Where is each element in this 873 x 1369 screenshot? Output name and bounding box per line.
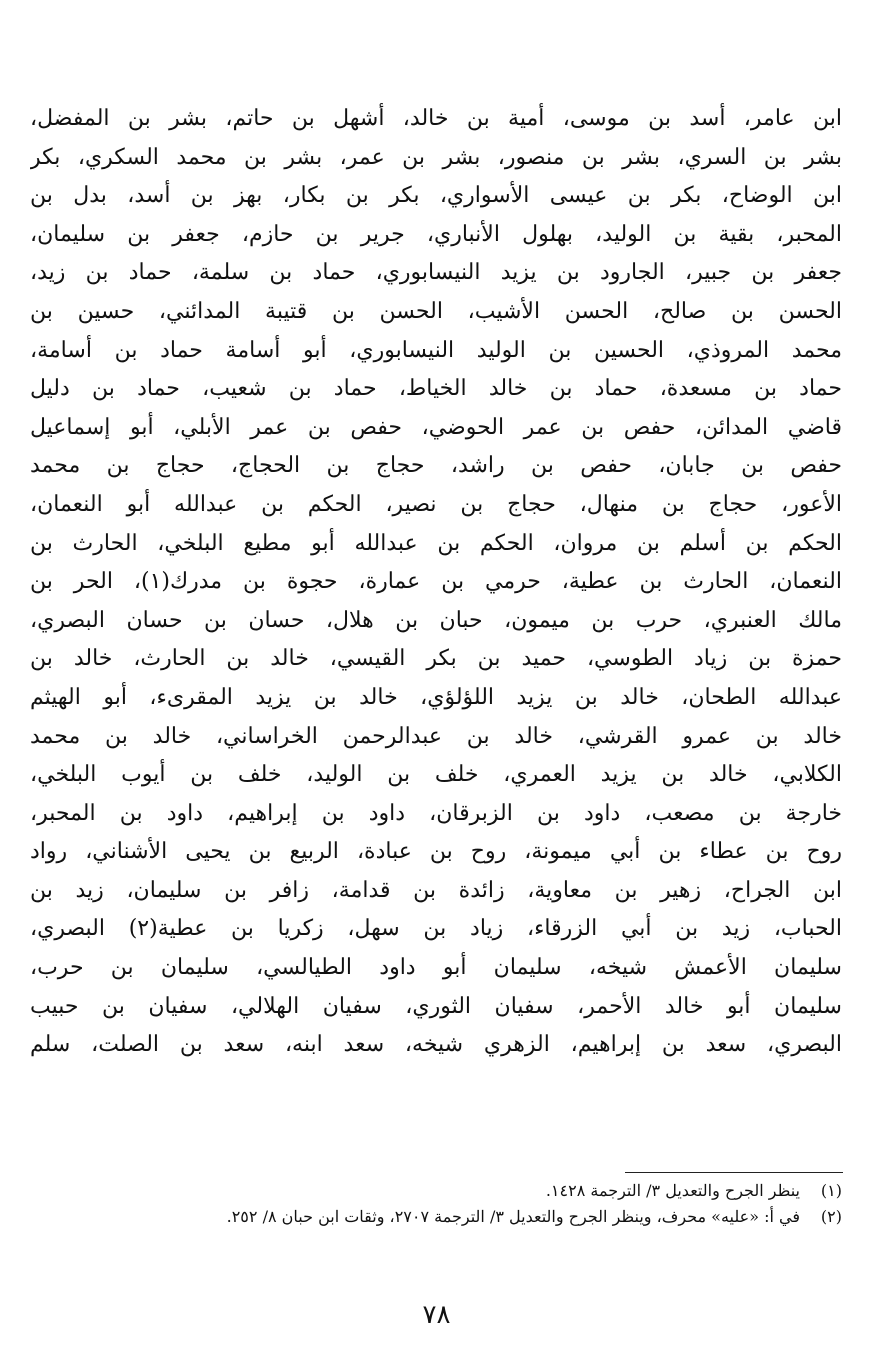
text-line: سليمان الأعمش شيخه، سليمان أبو داود الطيالسي، سليمان بن حرب، [30, 955, 842, 981]
text-line: المحبر، بقية بن الوليد، بهلول الأنباري، جرير بن حازم، جعفر بن سليمان، [30, 221, 842, 247]
body-text [30, 100, 842, 1065]
footnotes [30, 1178, 842, 1230]
footnote-2 [30, 1204, 842, 1230]
text-line: حمزة بن زياد الطوسي، حميد بن بكر القيسي، خالد بن الحارث، خالد بن [30, 646, 842, 672]
text-line: الكلابي، خالد بن يزيد العمري، خلف بن الوليد، خلف بن أيوب البلخي، [30, 762, 842, 788]
text-line: البصري، سعد بن إبراهيم، الزهري شيخه، سعد ابنه، سعد بن الصلت، سلم [30, 1032, 842, 1058]
text-line: الحسن بن صالح، الحسن الأشيب، الحسن بن قتيبة المدائني، حسين بن [30, 298, 842, 324]
text-line: محمد المروذي، الحسين بن الوليد النيسابوري، أبو أسامة حماد بن أسامة، [30, 337, 842, 363]
footnote-text: ينظر الجرح والتعديل ٣/ الترجمة ١٤٢٨. [545, 1181, 800, 1200]
text-line: سليمان أبو خالد الأحمر، سفيان الثوري، سفيان الهلالي، سفيان بن حبيب [30, 993, 842, 1019]
text-line: خالد بن عمرو القرشي، خالد بن عبدالرحمن الخراساني، خالد بن محمد [30, 723, 842, 749]
text-line: حفص بن جابان، حفص بن راشد، حجاج بن الحجاج، حجاج بن محمد [30, 453, 842, 479]
text-line: روح بن عطاء بن أبي ميمونة، روح بن عبادة، الربيع بن يحيى الأشناني، رواد [30, 839, 842, 865]
text-line: بشر بن السري، بشر بن منصور، بشر بن عمر، بشر بن محمد السكري، بكر [30, 144, 842, 170]
footnote-number: (١) [820, 1181, 842, 1200]
text-line: الحكم بن أسلم بن مروان، الحكم بن عبدالله أبو مطيع البلخي، الحارث بن [30, 530, 842, 556]
text-line: عبدالله الطحان، خالد بن يزيد اللؤلؤي، خالد بن يزيد المقرىء، أبو الهيثم [30, 684, 842, 710]
footnote-divider [625, 1172, 843, 1173]
text-line: الأعور، حجاج بن منهال، حجاج بن نصير، الحكم بن عبدالله أبو النعمان، [30, 491, 842, 517]
text-line: النعمان، الحارث بن عطية، حرمي بن عمارة، حجوة بن مدرك(١)، الحر بن [30, 569, 842, 595]
footnote-1 [30, 1178, 842, 1204]
footnote-number: (٢) [820, 1207, 842, 1226]
text-line: حماد بن مسعدة، حماد بن خالد الخياط، حماد بن شعيب، حماد بن دليل [30, 376, 842, 402]
text-line: خارجة بن مصعب، داود بن الزبرقان، داود بن إبراهيم، داود بن المحبر، [30, 800, 842, 826]
page-number: ٧٨ [422, 1300, 451, 1330]
text-line: مالك العنبري، حرب بن ميمون، حبان بن هلال، حسان بن حسان البصري، [30, 607, 842, 633]
text-line: الحباب، زيد بن أبي الزرقاء، زياد بن سهل، زكريا بن عطية(٢) البصري، [30, 916, 842, 942]
text-line: ابن الوضاح، بكر بن عيسى الأسواري، بكر بن بكار، بهز بن أسد، بدل بن [30, 183, 842, 209]
text-line: قاضي المدائن، حفص بن عمر الحوضي، حفص بن عمر الأبلي، أبو إسماعيل [30, 414, 842, 440]
footnote-text: في أ: «عليه» محرف، وينظر الجرح والتعديل ٣/ الترجمة ٢٧٠٧، وثقات ابن حبان ٨/ ٢٥٢. [226, 1207, 800, 1226]
text-line: ابن عامر، أسد بن موسى، أمية بن خالد، أشهل بن حاتم، بشر بن المفضل، [30, 106, 842, 131]
text-line: ابن الجراح، زهير بن معاوية، زائدة بن قدامة، زافر بن سليمان، زيد بن [30, 877, 842, 903]
text-line: جعفر بن جبير، الجارود بن يزيد النيسابوري، حماد بن سلمة، حماد بن زيد، [30, 260, 842, 286]
